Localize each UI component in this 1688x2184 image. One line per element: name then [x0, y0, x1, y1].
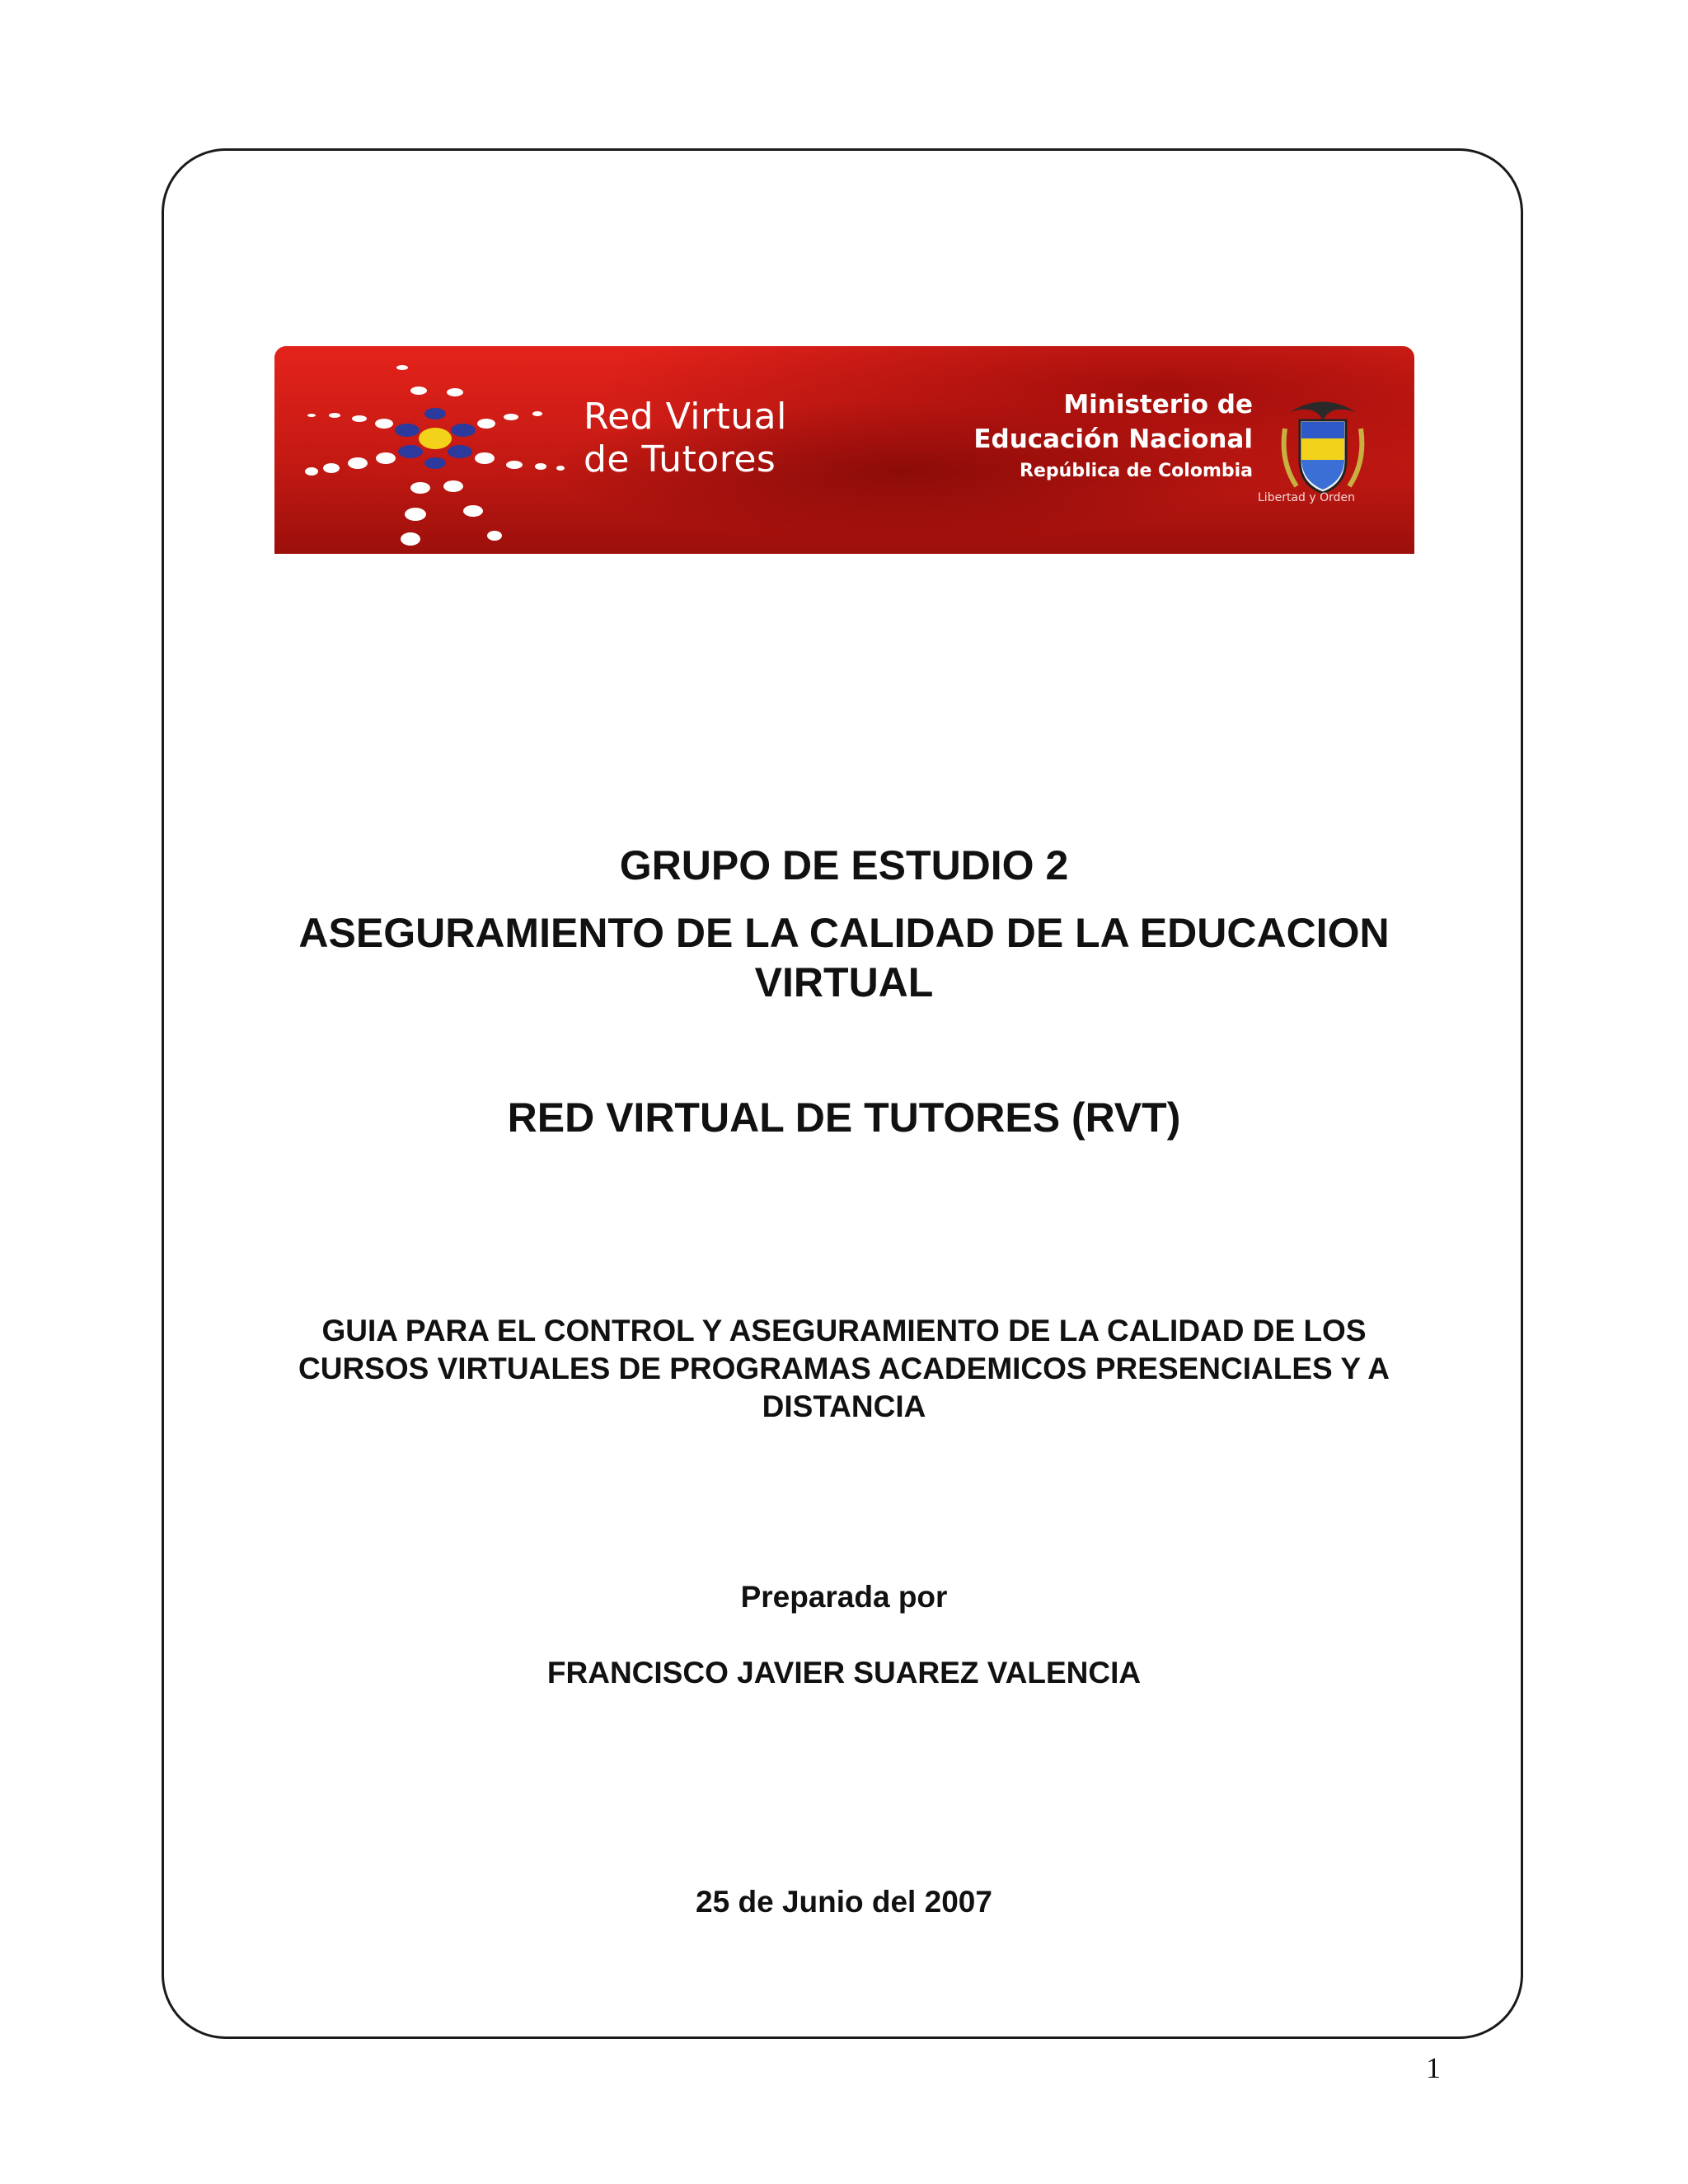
author-name: FRANCISCO JAVIER SUAREZ VALENCIA [546, 1656, 1142, 1690]
page-number: 1 [1426, 2051, 1441, 2084]
topic-title-line1: ASEGURAMIENTO DE LA CALIDAD DE LA EDUCACION [298, 910, 1390, 956]
prepared-by-label: Preparada por [740, 1580, 948, 1614]
ministry-line2: Educación Nacional [973, 424, 1253, 454]
ministry-line1: Ministerio de [1063, 390, 1253, 419]
ministry-name [973, 387, 1253, 486]
rvt-wordmark-line2: de Tutores [584, 438, 776, 480]
coat-of-arms-motto: Libertad y Orden [1258, 491, 1355, 504]
document-date: 25 de Junio del 2007 [696, 1885, 992, 1919]
topic-title-line2: VIRTUAL [754, 959, 934, 1005]
network-title: RED VIRTUAL DE TUTORES (RVT) [507, 1094, 1181, 1141]
guide-title-line1: GUIA PARA EL CONTROL Y ASEGURAMIENTO DE LA CALIDAD DE LOS [321, 1314, 1367, 1347]
rvt-wordmark [584, 396, 787, 481]
header-banner [274, 346, 1414, 554]
group-title: GRUPO DE ESTUDIO 2 [619, 842, 1069, 888]
rvt-wordmark-line1: Red Virtual [584, 396, 787, 438]
ministry-line3: República de Colombia [1020, 461, 1253, 481]
guide-title-line2: CURSOS VIRTUALES DE PROGRAMAS ACADEMICOS PRESENCIALES Y A [298, 1352, 1390, 1385]
guide-title-line3: DISTANCIA [762, 1390, 926, 1423]
colombia-coat-of-arms-icon [1284, 402, 1362, 494]
